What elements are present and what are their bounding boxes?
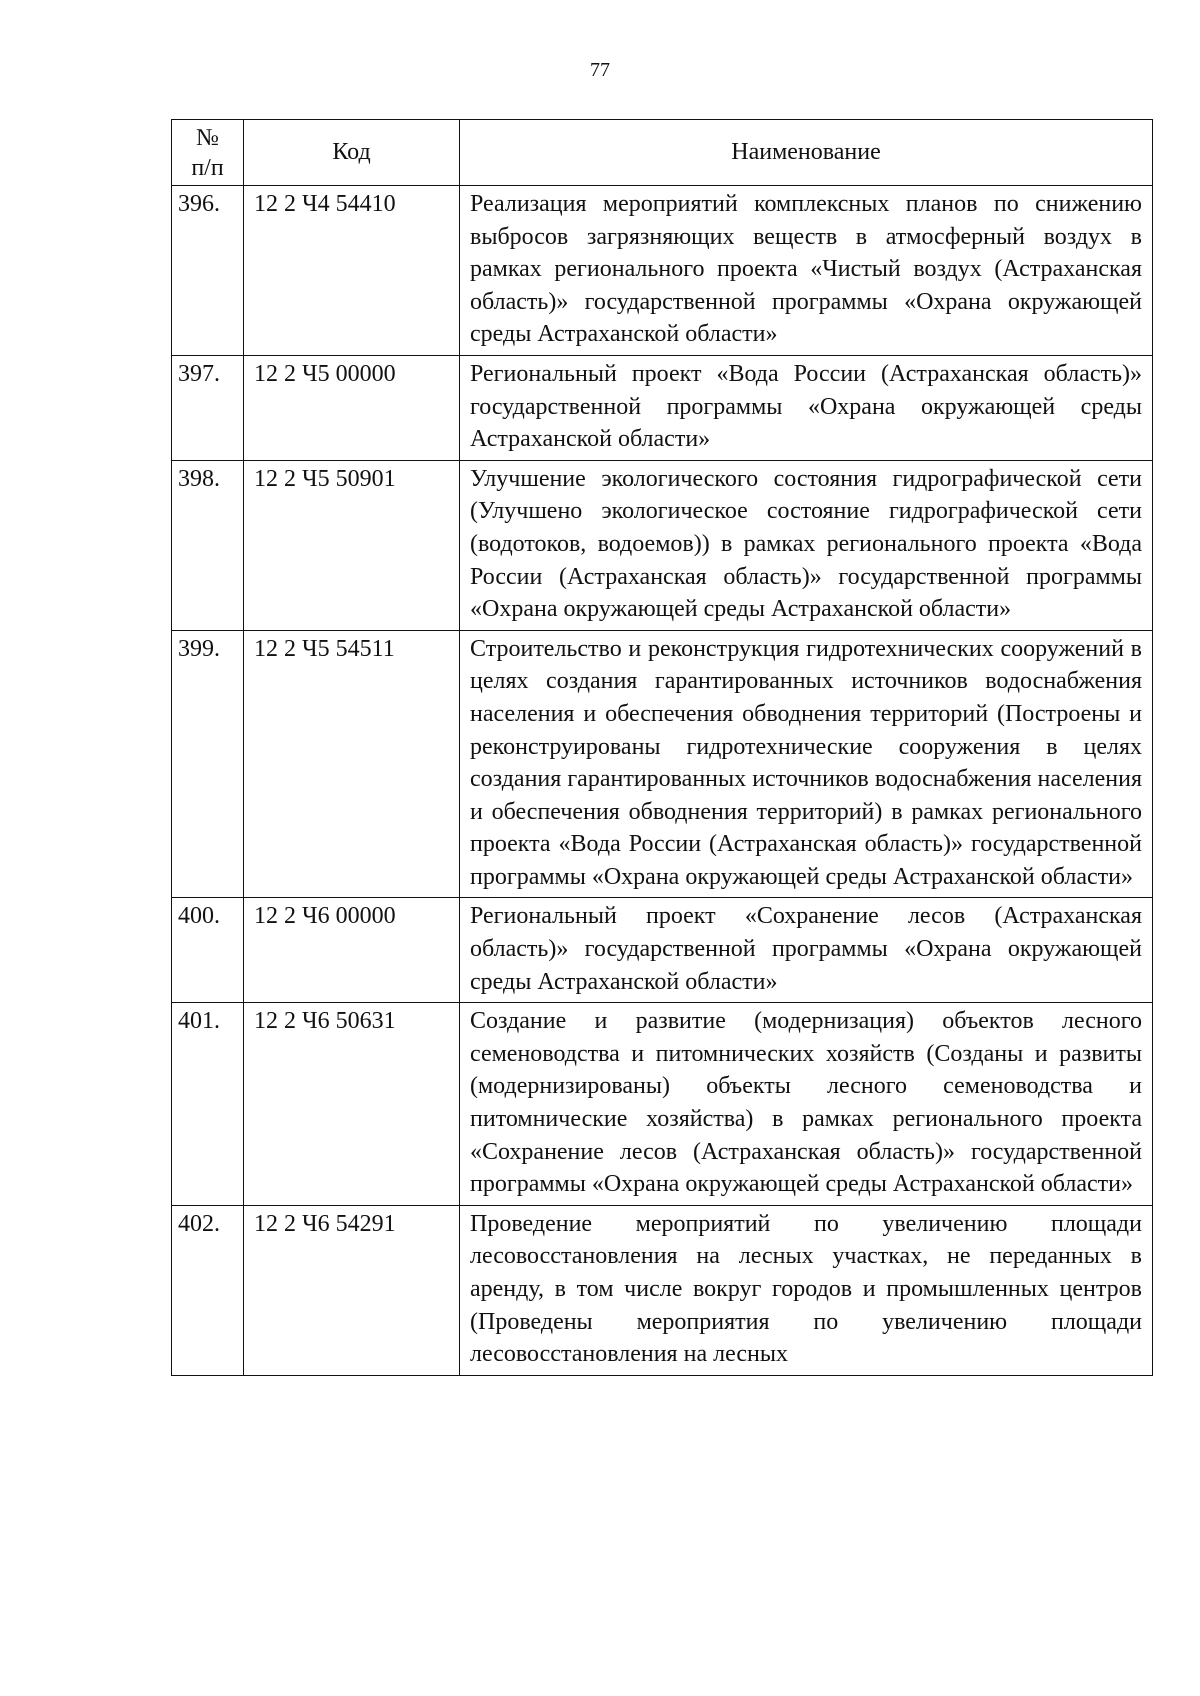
budget-classification-table	[171, 119, 1153, 1376]
row-number: 402.	[172, 1205, 244, 1375]
row-code: 12 2 Ч6 50631	[244, 1003, 460, 1206]
row-name: Региональный проект «Сохранение лесов (Астраханская область)» государственной программы «Охрана окружающей среды Астраханской области»	[460, 898, 1153, 1003]
row-name: Региональный проект «Вода России (Астраханская область)» государственной программы «Охрана окружающей среды Астраханской области»	[460, 355, 1153, 460]
header-number-line2: п/п	[191, 154, 224, 181]
header-number	[172, 120, 244, 186]
header-name: Наименование	[460, 120, 1153, 186]
table-row	[172, 460, 1153, 630]
row-number: 400.	[172, 898, 244, 1003]
row-code: 12 2 Ч4 54410	[244, 186, 460, 356]
row-number: 398.	[172, 460, 244, 630]
row-code: 12 2 Ч5 54511	[244, 630, 460, 898]
row-code: 12 2 Ч5 50901	[244, 460, 460, 630]
table-row	[172, 1003, 1153, 1206]
row-code: 12 2 Ч6 00000	[244, 898, 460, 1003]
table-row	[172, 898, 1153, 1003]
row-number: 399.	[172, 630, 244, 898]
page-number: 77	[590, 59, 610, 81]
table-row	[172, 355, 1153, 460]
table-row	[172, 186, 1153, 356]
row-number: 401.	[172, 1003, 244, 1206]
row-name: Проведение мероприятий по увеличению площади лесовосстановления на лесных участках, не переданных в аренду, в том числе вокруг городов и промышленных центров (Проведены мероприятия по увеличению площади лесовосстановления на лесных	[460, 1205, 1153, 1375]
row-name: Реализация мероприятий комплексных планов по снижению выбросов загрязняющих веществ в атмосферный воздух в рамках регионального проекта «Чистый воздух (Астраханская область)» государственной программы «Охрана окружающей среды Астраханской области»	[460, 186, 1153, 356]
header-number-line1: №	[196, 124, 219, 151]
table-header-row	[172, 120, 1153, 186]
table-row	[172, 1205, 1153, 1375]
row-name: Улучшение экологического состояния гидрографической сети (Улучшено экологическое состояние гидрографической сети (водотоков, водоемов)) в рамках регионального проекта «Вода России (Астраханская область)» государственной программы «Охрана окружающей среды Астраханской области»	[460, 460, 1153, 630]
row-code: 12 2 Ч6 54291	[244, 1205, 460, 1375]
row-number: 396.	[172, 186, 244, 356]
row-name: Создание и развитие (модернизация) объектов лесного семеноводства и питомнических хозяйств (Созданы и развиты (модернизированы) объекты лесного семеноводства и питомнические хозяйства) в рамках регионального проекта «Сохранение лесов (Астраханская область)» государственной программы «Охрана окружающей среды Астраханской области»	[460, 1003, 1153, 1206]
table-row	[172, 630, 1153, 898]
row-number: 397.	[172, 355, 244, 460]
row-name: Строительство и реконструкция гидротехнических сооружений в целях создания гарантированных источников водоснабжения населения и обеспечения обводнения территорий (Построены и реконструированы гидротехнические сооружения в целях создания гарантированных источников водоснабжения населения и обеспечения обводнения территорий) в рамках регионального проекта «Вода России (Астраханская область)» государственной программы «Охрана окружающей среды Астраханской области»	[460, 630, 1153, 898]
header-code: Код	[244, 120, 460, 186]
row-code: 12 2 Ч5 00000	[244, 355, 460, 460]
